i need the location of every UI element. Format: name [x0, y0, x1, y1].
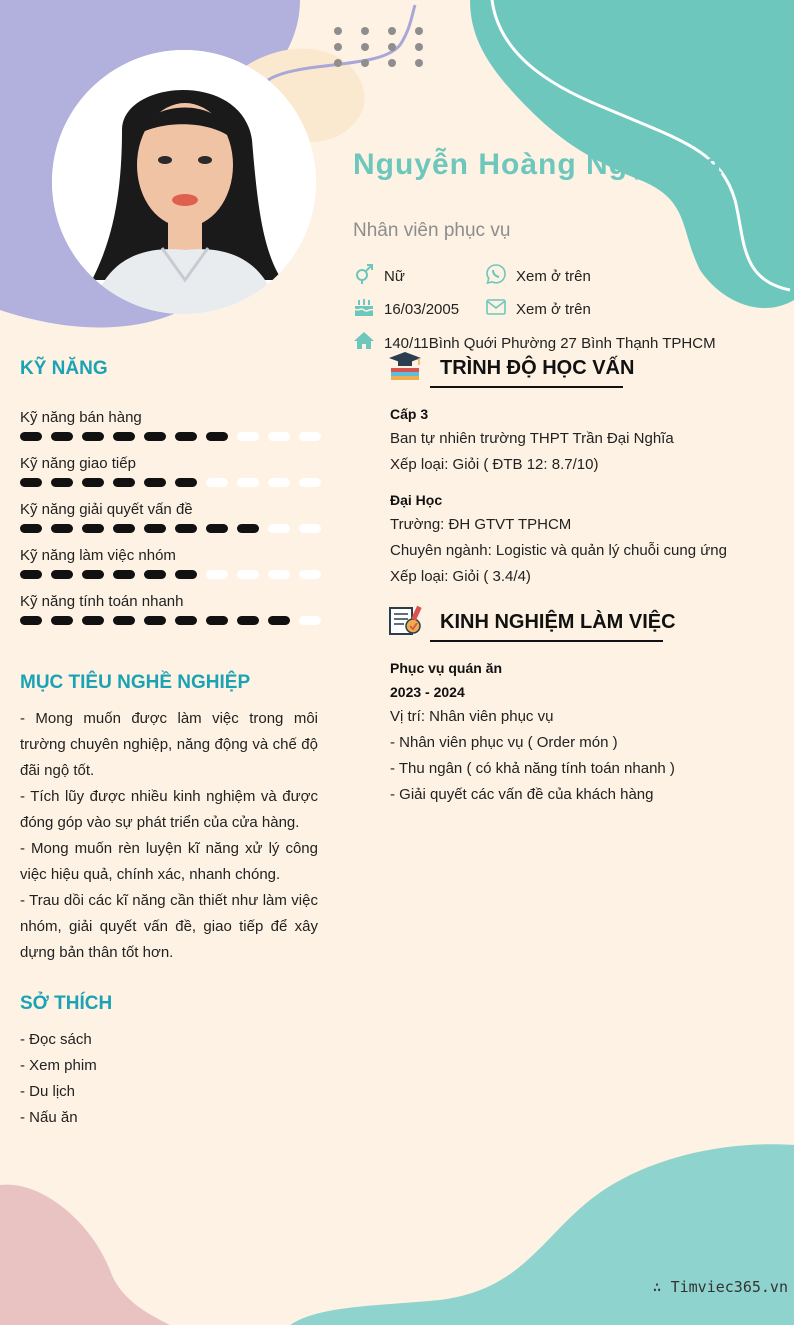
education-level: Cấp 3 — [390, 406, 429, 422]
hobby-item: - Nấu ăn — [20, 1109, 78, 1126]
skill-dot-filled — [51, 616, 73, 625]
experience-company: Phục vụ quán ăn — [390, 660, 503, 676]
education-grade: Xếp loại: Giỏi ( ĐTB 12: 8.7/10) — [390, 456, 599, 473]
skill-dot-filled — [175, 616, 197, 625]
skill-dot-empty — [299, 478, 321, 487]
experience-underline — [430, 640, 663, 642]
address-value: 140/11Bình Quới Phường 27 Bình Thạnh TPHCM — [384, 335, 716, 352]
birthdate-value: 16/03/2005 — [384, 301, 460, 318]
skill-dot-filled — [175, 432, 197, 441]
skill-rating — [20, 524, 320, 534]
objective-paragraph — [20, 706, 318, 966]
skill-rating — [20, 570, 320, 580]
skill-dot-empty — [299, 432, 321, 441]
skills-heading: KỸ NĂNG — [20, 358, 108, 379]
skill-dot-filled — [20, 432, 42, 441]
education-heading: TRÌNH ĐỘ HỌC VẤN — [440, 357, 635, 379]
education-school: Trường: ĐH GTVT TPHCM — [390, 516, 572, 533]
education-grade: Xếp loại: Giỏi ( 3.4/4) — [390, 568, 531, 585]
gender-icon — [353, 263, 375, 285]
pink-blob — [0, 1185, 170, 1325]
skill-dot-filled — [175, 478, 197, 487]
skill-dot-filled — [82, 432, 104, 441]
experience-heading: KINH NGHIỆM LÀM VIỆC — [440, 611, 676, 633]
skill-dot-empty — [268, 524, 290, 533]
watermark: ∴ Timviec365.vn — [652, 1278, 788, 1296]
skill-dot-filled — [82, 524, 104, 533]
experience-position: Vị trí: Nhân viên phục vụ — [390, 708, 554, 725]
home-icon — [353, 330, 375, 352]
dot-grid — [334, 27, 423, 67]
skill-rating — [20, 616, 320, 626]
skill-dot-filled — [82, 478, 104, 487]
cake-icon — [353, 296, 375, 318]
skill-dot-filled — [20, 570, 42, 579]
skill-dot-filled — [206, 616, 228, 625]
skill-dot-filled — [20, 616, 42, 625]
skill-dot-empty — [268, 478, 290, 487]
skill-dot-empty — [299, 616, 321, 625]
hobby-item: - Xem phim — [20, 1057, 97, 1074]
hobby-item: - Đọc sách — [20, 1031, 92, 1048]
skill-dot-filled — [113, 478, 135, 487]
skill-label: Kỹ năng bán hàng — [20, 409, 142, 426]
skill-rating — [20, 478, 320, 488]
skill-dot-empty — [237, 570, 259, 579]
mail-icon — [485, 296, 507, 318]
skill-dot-empty — [206, 570, 228, 579]
applied-position: Nhân viên phục vụ — [353, 220, 511, 241]
skill-dot-filled — [51, 524, 73, 533]
skill-dot-filled — [51, 432, 73, 441]
skill-dot-filled — [144, 432, 166, 441]
skill-label: Kỹ năng tính toán nhanh — [20, 593, 184, 610]
skill-dot-empty — [299, 570, 321, 579]
skill-dot-filled — [113, 432, 135, 441]
skill-label: Kỹ năng làm việc nhóm — [20, 547, 176, 564]
phone-icon — [485, 263, 507, 285]
skill-dot-empty — [237, 432, 259, 441]
experience-duty: - Giải quyết các vấn đề của khách hàng — [390, 786, 654, 803]
experience-duty: - Thu ngân ( có khả năng tính toán nhanh ) — [390, 760, 675, 777]
skill-dot-filled — [82, 570, 104, 579]
skill-dot-filled — [51, 570, 73, 579]
skill-dot-filled — [20, 524, 42, 533]
teal-bottom-blob — [290, 1144, 794, 1325]
skill-dot-filled — [175, 524, 197, 533]
skill-dot-filled — [144, 570, 166, 579]
skill-dot-filled — [113, 616, 135, 625]
skill-dot-filled — [113, 570, 135, 579]
profile-photo — [52, 50, 316, 314]
objective-heading: MỤC TIÊU NGHỀ NGHIỆP — [20, 672, 251, 693]
objective-line: - Trau dồi các kĩ năng cần thiết như làm việc nhóm, giải quyết vấn đề, giao tiếp để xây dựng bản thân tốt hơn. — [20, 892, 318, 961]
skill-label: Kỹ năng giải quyết vấn đề — [20, 501, 193, 518]
objective-line: - Mong muốn rèn luyện kĩ năng xử lý công việc hiệu quả, chính xác, nhanh chóng. — [20, 840, 318, 883]
hobby-item: - Du lịch — [20, 1083, 76, 1100]
skill-dot-filled — [206, 432, 228, 441]
objective-line: - Mong muốn được làm việc trong môi trường chuyên nghiệp, năng động và chế độ đãi ngộ tốt. — [20, 710, 318, 779]
skill-dot-filled — [144, 616, 166, 625]
experience-duty: - Nhân viên phục vụ ( Order món ) — [390, 734, 618, 751]
skill-rating — [20, 432, 320, 442]
skill-dot-filled — [144, 524, 166, 533]
briefcase-icon — [388, 604, 422, 636]
skill-label: Kỹ năng giao tiếp — [20, 455, 136, 472]
skill-dot-filled — [51, 478, 73, 487]
skill-dot-empty — [268, 432, 290, 441]
gender-value: Nữ — [384, 268, 405, 285]
skill-dot-empty — [206, 478, 228, 487]
education-underline — [430, 386, 623, 388]
skill-dot-filled — [144, 478, 166, 487]
hobbies-heading: SỞ THÍCH — [20, 993, 113, 1014]
skill-dot-filled — [20, 478, 42, 487]
skill-dot-empty — [268, 570, 290, 579]
email-value: Xem ở trên — [516, 301, 591, 318]
skill-dot-filled — [237, 616, 259, 625]
skill-dot-filled — [82, 616, 104, 625]
skill-dot-filled — [237, 524, 259, 533]
candidate-name: Nguyễn Hoàng Ngọc Trâm — [353, 148, 751, 181]
skill-dot-filled — [113, 524, 135, 533]
education-school: Ban tự nhiên trường THPT Trần Đại Nghĩa — [390, 430, 674, 447]
skill-dot-empty — [299, 524, 321, 533]
education-level: Đại Học — [390, 492, 443, 508]
skill-dot-empty — [237, 478, 259, 487]
skill-dot-filled — [268, 616, 290, 625]
experience-period: 2023 - 2024 — [390, 684, 465, 700]
education-major: Chuyên ngành: Logistic và quản lý chuỗi cung ứng — [390, 542, 727, 559]
objective-line: - Tích lũy được nhiều kinh nghiệm và được đóng góp vào sự phát triển của cửa hàng. — [20, 788, 318, 831]
graduation-icon — [388, 350, 422, 382]
skill-dot-filled — [206, 524, 228, 533]
phone-value: Xem ở trên — [516, 268, 591, 285]
skill-dot-filled — [175, 570, 197, 579]
